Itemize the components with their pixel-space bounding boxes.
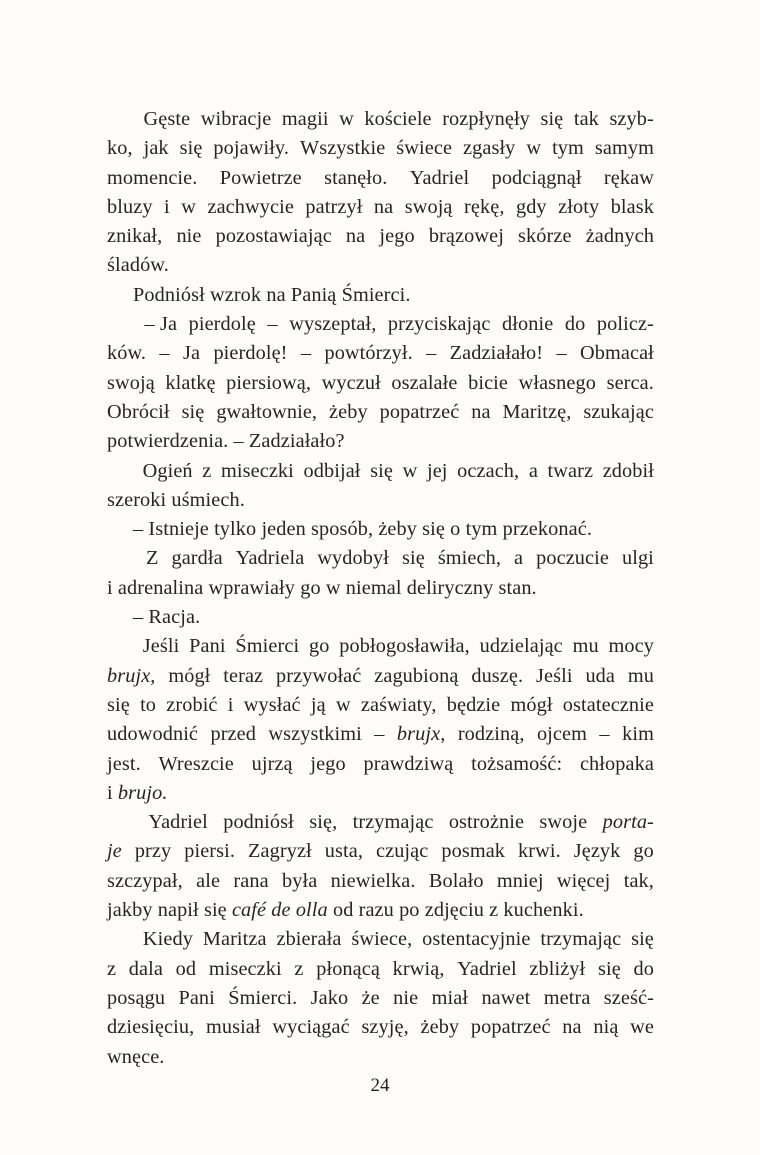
word: przywołać (276, 664, 362, 687)
word: tym (552, 137, 584, 160)
word: Z (145, 547, 159, 570)
word: uda (585, 664, 616, 687)
word: pojawiły. (213, 137, 290, 160)
word: – Racja. (133, 606, 201, 629)
word: płonącą (316, 957, 380, 980)
word: trzymając (352, 811, 434, 834)
word: znikał, (107, 225, 163, 248)
word: Maritzę, (502, 400, 572, 423)
word: – (159, 342, 170, 365)
word: zbliżył (529, 957, 586, 980)
word: w (181, 195, 196, 218)
page-number: 24 (370, 1075, 390, 1096)
word: klatkę (165, 371, 216, 394)
word: się (597, 957, 621, 980)
text-line (107, 958, 654, 987)
word: z (294, 957, 304, 980)
word: się (181, 400, 205, 423)
word: jakby napił się (107, 899, 232, 922)
word: do (564, 313, 586, 336)
word: żeby (420, 1016, 460, 1039)
word: czując (375, 840, 429, 863)
word: i (107, 781, 118, 804)
word: swoją (404, 195, 453, 218)
word: Yadriel (457, 957, 517, 980)
word: samym (594, 137, 654, 160)
word: swoją (107, 371, 155, 394)
word: nią (593, 1016, 619, 1039)
word: Kiedy (142, 928, 193, 951)
word: jest. (107, 752, 141, 775)
word: Yadriel (148, 811, 208, 834)
word: Wreszcie (158, 752, 234, 775)
word: Jeśli (536, 664, 573, 687)
word: na (562, 1016, 582, 1039)
text-line (107, 430, 654, 459)
word: rodziną, (457, 723, 525, 746)
word: się (370, 459, 393, 482)
word: – (267, 313, 278, 336)
word: zbierała (276, 928, 342, 951)
text-line (107, 665, 654, 694)
word: piersiową, (226, 371, 312, 394)
word: w (339, 108, 354, 130)
word: pobłogosławiła, (339, 635, 470, 658)
word: tożsamość: (471, 752, 563, 775)
word: teraz (223, 664, 264, 687)
word: jego (379, 225, 415, 248)
word: pozostawiając (215, 225, 332, 248)
text-line (107, 313, 654, 342)
text-line (107, 928, 654, 957)
word: gdy (515, 195, 547, 218)
word: się (401, 547, 425, 570)
word: szczypał, (107, 869, 183, 892)
text-line (107, 840, 654, 869)
word: ulgi (621, 547, 654, 570)
word: i adrenalina wprawiały go w niemal deliryczny stan. (107, 576, 537, 599)
word: Yadriel (409, 166, 470, 189)
word: ko, (107, 137, 133, 160)
text-line (107, 342, 654, 371)
text-line (107, 167, 654, 196)
word: oczach, (457, 459, 520, 482)
word: kim (622, 723, 654, 746)
word: na (345, 225, 366, 248)
word: udzielając (479, 635, 563, 658)
word: przyciskając (387, 313, 491, 336)
italic-word: café de olla (231, 899, 328, 922)
word: na (471, 400, 491, 423)
word: zgasły (463, 137, 516, 160)
word: tak, (623, 869, 654, 892)
word: odbijał (303, 459, 361, 482)
word: śmiech, (437, 547, 502, 570)
italic-word: brujx, (396, 723, 446, 746)
word: usta, (324, 840, 364, 863)
word: mógł (510, 693, 553, 716)
text-line (107, 987, 654, 1016)
word: – (426, 342, 437, 365)
word: nawet (481, 986, 531, 1009)
word: mocy (608, 635, 654, 658)
word: Powietrze (219, 166, 302, 189)
word: śladów. (107, 254, 169, 277)
word: pierdolę (188, 313, 256, 336)
word: mu (627, 664, 654, 687)
word: momencie. (107, 166, 198, 189)
word: rana (233, 869, 269, 892)
word: we (630, 1016, 654, 1039)
word: musiał (205, 1016, 261, 1039)
word: Jeśli (142, 635, 180, 658)
word: od (175, 957, 197, 980)
word: szyb- (609, 108, 654, 130)
word: i (227, 693, 234, 716)
word: jego (310, 752, 346, 775)
word: Jako (310, 986, 349, 1009)
word: nie (176, 225, 202, 248)
word: od razu po zdjęciu z kuchenki. (327, 899, 584, 922)
word: dłonie (502, 313, 554, 336)
text-line (107, 518, 654, 547)
word: skórze (518, 225, 572, 248)
word: oszalałe (391, 371, 458, 394)
word: gardła (171, 547, 223, 570)
word: rozpłynęły (442, 108, 530, 130)
body-text-block (107, 108, 654, 1075)
word: brązowej (428, 225, 504, 248)
word: więcej (556, 869, 611, 892)
word: Ja (183, 342, 201, 365)
word: będzie (446, 693, 501, 716)
text-line (107, 753, 654, 782)
word: wyszeptał, (289, 313, 377, 336)
word: wyciągać (272, 1016, 350, 1039)
word: Maritza (202, 928, 267, 951)
word: się, (309, 811, 338, 834)
word: potwierdzenia. – Zadziałało? (107, 430, 345, 453)
word: i (164, 195, 170, 218)
word: popatrzeć (470, 1016, 551, 1039)
word: zaświaty, (360, 693, 437, 716)
text-line (107, 284, 654, 313)
word: ją (310, 693, 326, 716)
word: Yadriela (235, 547, 305, 570)
word: ale (196, 869, 221, 892)
word: udowodnić (107, 723, 199, 746)
text-line (107, 899, 654, 928)
text-line (107, 870, 654, 899)
word: wysłać (243, 693, 301, 716)
word: – (374, 723, 385, 746)
word: ostrożnie (448, 811, 525, 834)
word: podniósł (223, 811, 294, 834)
text-line (107, 1046, 654, 1075)
word: Zadziałało! (449, 342, 544, 365)
word: pierdolę! (213, 342, 288, 365)
word: ostentacyjnie (422, 928, 531, 951)
word: posmak (441, 840, 506, 863)
word: zdobił (602, 459, 654, 482)
text-line (107, 225, 654, 254)
word: krwi. (518, 840, 561, 863)
text-line (107, 811, 654, 840)
word: że (361, 986, 380, 1009)
word: gwałtownie, (216, 400, 318, 423)
word: złoty (558, 195, 600, 218)
word: się (631, 928, 654, 951)
text-line (107, 254, 654, 283)
word: mu (572, 635, 599, 658)
word: Zagryzł (248, 840, 312, 863)
word: – (300, 342, 312, 365)
word: tak (573, 108, 599, 130)
word: miseczki (221, 459, 294, 482)
text-line (107, 782, 654, 811)
word: swoje (539, 811, 588, 834)
word: na (373, 195, 394, 218)
word: ków. (107, 342, 147, 365)
word: podciągnął (491, 166, 582, 189)
word: ojcem (536, 723, 587, 746)
word: to (140, 693, 157, 716)
word: szyję, (361, 1016, 409, 1039)
word: niewielka. (330, 869, 416, 892)
word: – (599, 723, 610, 746)
word: twarz (547, 459, 594, 482)
word: zagubioną (374, 664, 459, 687)
text-line (107, 694, 654, 723)
word: ostatecznie (562, 693, 654, 716)
word: Obrócił (107, 400, 170, 423)
word: z (202, 459, 212, 482)
word: kościele (364, 108, 432, 130)
word: blask (610, 195, 654, 218)
text-line (107, 489, 654, 518)
word: powtórzył. (324, 342, 413, 365)
italic-word: je (107, 840, 122, 863)
word: prawdziwą (363, 752, 454, 775)
word: rękaw (603, 166, 654, 189)
text-line (107, 577, 654, 606)
word: a (514, 547, 524, 570)
word: – Ja (144, 313, 178, 336)
word: – Istnieje tylko jeden sposób, żeby się o tym przekonać. (133, 518, 592, 541)
word: z (107, 957, 117, 980)
word: rękę, (464, 195, 505, 218)
word: magii (281, 108, 329, 130)
word: Bolało (428, 869, 484, 892)
word: jej (426, 459, 448, 482)
word: w (526, 137, 542, 160)
word: chłopaka (579, 752, 654, 775)
word: się (107, 693, 130, 716)
word: go (633, 840, 654, 863)
word: wyczuł (321, 371, 381, 394)
word: nie (393, 986, 419, 1009)
word: poczucie (536, 547, 609, 570)
word: żadnych (585, 225, 654, 248)
word: przed (210, 723, 256, 746)
word: się (540, 108, 564, 130)
word: świece, (351, 928, 413, 951)
word: policz- (596, 313, 654, 336)
text-line (107, 1016, 654, 1045)
word: Śmierci. (228, 986, 298, 1009)
word: w (335, 693, 351, 716)
word: trzymając (540, 928, 622, 951)
word: Obmacał (580, 342, 654, 365)
word: piersi. (184, 840, 236, 863)
word: szeroki uśmiech. (107, 488, 245, 511)
text-line (107, 137, 654, 166)
word: Pani (189, 635, 226, 658)
word: w (402, 459, 418, 482)
word: Ogień (142, 459, 193, 482)
word: była (282, 869, 318, 892)
text-line (107, 372, 654, 401)
text-line (107, 723, 654, 752)
word: – (556, 342, 567, 365)
word: patrzył (305, 195, 363, 218)
text-line (107, 547, 654, 576)
text-line (107, 635, 654, 664)
word: sześć- (603, 986, 654, 1009)
word: popatrzeć (379, 400, 460, 423)
word: świece (396, 137, 453, 160)
word: Pani (178, 986, 215, 1009)
word: wydobył (317, 547, 389, 570)
word: a (528, 459, 538, 482)
word: dala (128, 957, 163, 980)
word: posągu (107, 986, 166, 1009)
word: serca. (606, 371, 654, 394)
word: Język (573, 840, 621, 863)
word: do (633, 957, 654, 980)
word: miał (431, 986, 469, 1009)
word: zrobić (166, 693, 218, 716)
word: bluzy (107, 195, 153, 218)
word: ujrzą (251, 752, 293, 775)
word: Śmierci (235, 635, 300, 658)
word: mniej (496, 869, 544, 892)
word: dziesięciu, (107, 1016, 195, 1039)
italic-word: brujx, (107, 664, 156, 687)
word: mógł (168, 664, 211, 687)
word: żeby (329, 400, 368, 423)
text-line (107, 606, 654, 635)
word: krwią, (392, 957, 445, 980)
text-line (107, 196, 654, 225)
word: metra (543, 986, 591, 1009)
text-line (107, 108, 654, 137)
text-line (107, 401, 654, 430)
word: bicie (468, 371, 509, 394)
italic-word: porta- (602, 811, 654, 834)
word: szukając (583, 400, 654, 423)
word: jak (143, 137, 169, 160)
word: się (179, 137, 203, 160)
word: wszystkimi (268, 723, 362, 746)
word: Wszystkie (299, 137, 386, 160)
word: przy (134, 840, 172, 863)
word: zachwycie (207, 195, 294, 218)
word: Podniósł wzrok na Panią Śmierci. (133, 283, 411, 306)
text-line (107, 460, 654, 489)
word: stanęło. (324, 166, 388, 189)
word: Gęste (143, 108, 191, 130)
word: duszę. (471, 664, 524, 687)
word: miseczki (208, 957, 282, 980)
word: go (309, 635, 330, 658)
word: wnęce. (107, 1045, 165, 1068)
word: wibracje (200, 108, 272, 130)
word: własnego (518, 371, 596, 394)
italic-word: brujo. (117, 781, 168, 804)
